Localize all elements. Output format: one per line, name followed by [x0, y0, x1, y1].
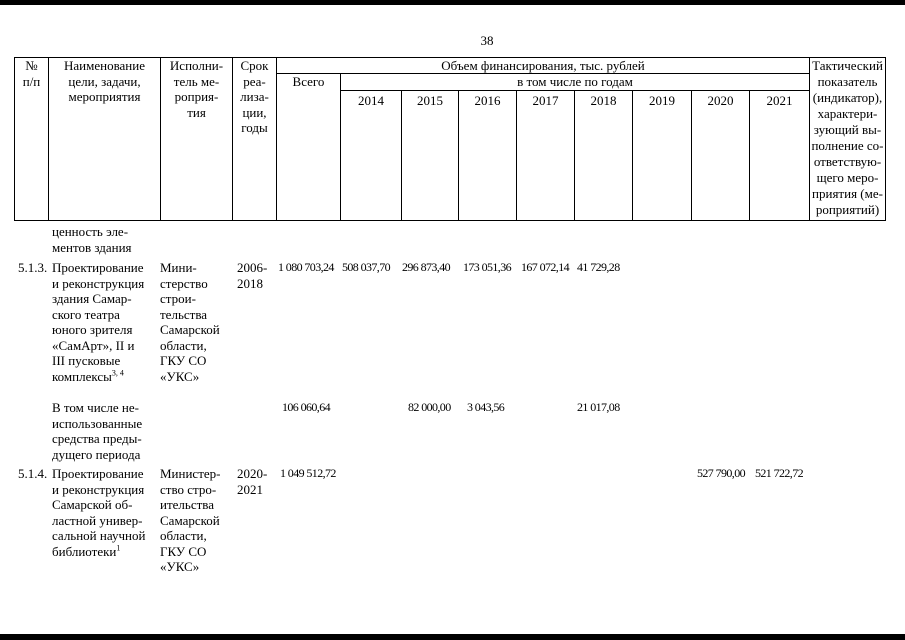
unused-funds-2015: 82 000,00 — [408, 400, 451, 414]
header-year-2016: 2016 — [474, 93, 501, 108]
row-5-1-4-name — [52, 466, 145, 559]
scan-top-border — [0, 0, 905, 5]
header-indicator: Тактический показатель (индикатор), характери- зующий вы- полнение со- ответствую- щего меро- приятия (ме- роприятий) — [811, 58, 884, 217]
vline — [632, 90, 633, 221]
row-5-1-4-term: 2020- 2021 — [237, 466, 268, 497]
header-term: Срок реа- лиза- ции, годы — [240, 58, 269, 135]
header-by-years: в том числе по годам — [517, 74, 633, 89]
row-5-1-4-name-text: Проектирование и реконструкция Самарской об- ластной универ- сальной научной библиотеки — [52, 466, 146, 559]
vline — [401, 90, 402, 221]
unused-funds-label: В том числе не- использованные средства преды- дущего периода — [52, 400, 143, 462]
row-5-1-4-num: 5.1.4. — [18, 466, 48, 481]
header-year-2015: 2015 — [417, 93, 443, 108]
header-total: Всего — [292, 74, 325, 89]
row-5-1-3-name-text: Проектирование и реконструкция здания Самар- ского театра юного зрителя «СамАрт», II и III пусковые комплексы — [52, 260, 145, 384]
header-year-2017: 2017 — [532, 93, 559, 108]
header-funding: Объем финансирования, тыс. рублей — [441, 58, 645, 73]
vline — [574, 90, 575, 221]
row-5-1-3-total: 1 080 703,24 — [278, 260, 334, 274]
row-5-1-3-name — [52, 260, 144, 384]
row-5-1-4-footnote: 1 — [116, 543, 121, 553]
header-executor: Исполни- тель ме- роприя- тия — [169, 58, 224, 120]
row-5-1-3-2015: 296 873,40 — [402, 260, 451, 274]
header-year-2018: 2018 — [590, 93, 617, 108]
vline — [749, 90, 750, 221]
continuation-text: ценность эле- ментов здания — [52, 224, 132, 255]
header-year-2014: 2014 — [358, 93, 384, 108]
header-bottom-line — [14, 220, 886, 221]
row-5-1-4-2021: 521 722,72 — [755, 466, 804, 480]
unused-funds-total: 106 060,64 — [282, 400, 331, 414]
unused-funds-2016: 3 043,56 — [467, 400, 505, 414]
row-5-1-3-footnote: 3, 4 — [111, 368, 124, 378]
vline — [458, 90, 459, 221]
header-year-2020: 2020 — [707, 93, 734, 108]
row-5-1-3-2017: 167 072,14 — [521, 260, 570, 274]
vline — [885, 57, 886, 221]
row-5-1-3-executor: Мини- стерство строи- тельства Самарской области, ГКУ СО «УКС» — [160, 260, 220, 384]
vline — [691, 90, 692, 221]
row-5-1-4-2020: 527 790,00 — [697, 466, 746, 480]
row-5-1-3-num: 5.1.3. — [18, 260, 48, 275]
header-year-2019: 2019 — [649, 93, 675, 108]
row-5-1-4-total: 1 049 512,72 — [280, 466, 336, 480]
vline — [516, 90, 517, 221]
header-name: Наименование цели, задачи, мероприятия — [64, 58, 145, 104]
row-5-1-3-2014: 508 037,70 — [342, 260, 391, 274]
header-year-2021: 2021 — [766, 93, 793, 108]
row-5-1-3-2018: 41 729,28 — [577, 260, 620, 274]
page-number: 38 — [480, 33, 494, 48]
unused-funds-2018: 21 017,08 — [577, 400, 620, 414]
row-5-1-3-term: 2006- 2018 — [237, 260, 268, 291]
table-header — [14, 57, 886, 221]
row-5-1-4-executor: Министер- ство стро- ительства Самарской области, ГКУ СО «УКС» — [160, 466, 221, 574]
row-5-1-3-2016: 173 051,36 — [463, 260, 512, 274]
header-num: № п/п — [22, 58, 41, 89]
scan-bottom-border — [0, 634, 905, 640]
